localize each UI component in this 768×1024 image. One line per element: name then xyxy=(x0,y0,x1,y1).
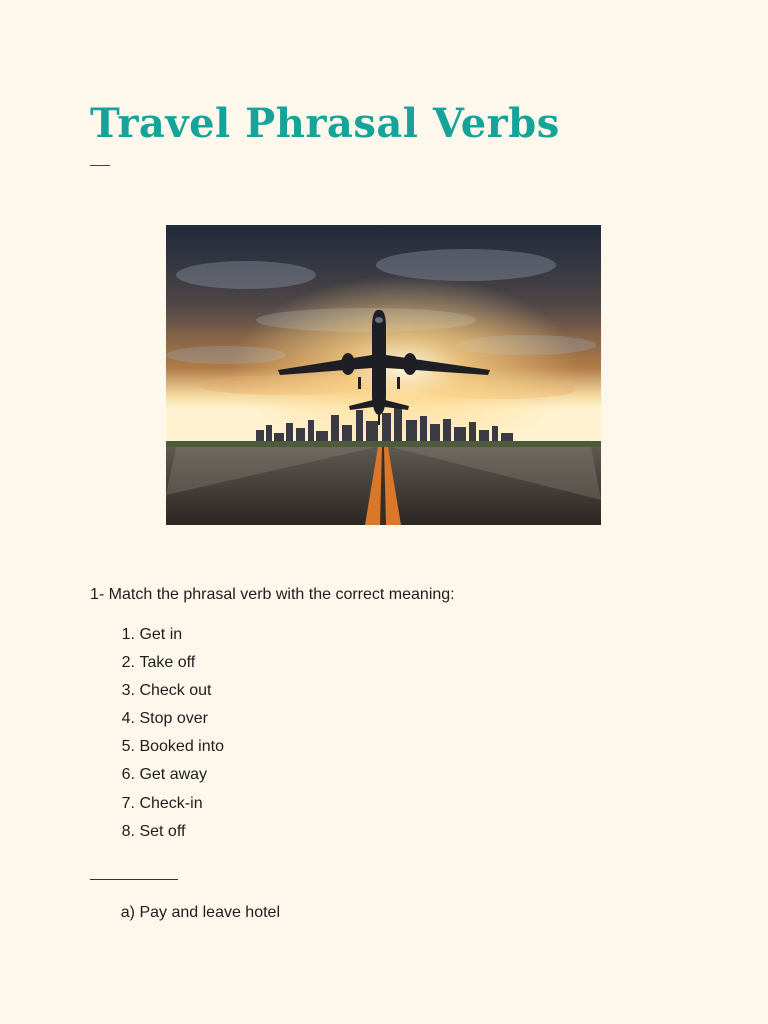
list-item-number: 1. xyxy=(121,626,135,643)
list-item-number: 4. xyxy=(121,710,135,728)
list-item-text: Set off xyxy=(139,822,186,840)
list-item-number: 6. xyxy=(121,766,135,784)
list-item-text: Pay and leave hotel xyxy=(139,904,280,921)
list-item xyxy=(90,736,224,764)
list-item xyxy=(90,708,224,736)
list-item xyxy=(90,624,224,652)
title-underline xyxy=(90,165,110,166)
list-item-text: Check out xyxy=(139,682,212,700)
list-item-text: Check-in xyxy=(139,794,203,812)
list-item xyxy=(90,793,224,821)
page-title: Travel Phrasal Verbs xyxy=(90,100,560,147)
exercise-instruction: 1- Match the phrasal verb with the correct meaning: xyxy=(90,586,455,603)
list-item-text: Get away xyxy=(139,766,208,784)
list-item-text: Stop over xyxy=(139,710,208,728)
list-item-number: 3. xyxy=(121,682,135,700)
list-item-number: 2. xyxy=(121,654,135,672)
airplane-takeoff-photo xyxy=(166,225,601,525)
meaning-list xyxy=(90,902,280,924)
list-item-number: 5. xyxy=(121,738,135,756)
list-item xyxy=(90,764,224,792)
list-item-number: 7. xyxy=(121,794,135,812)
list-item-letter: a) xyxy=(120,904,135,921)
section-divider xyxy=(90,879,178,880)
list-item xyxy=(90,821,224,849)
list-item-text: Get in xyxy=(139,626,183,643)
list-item-text: Booked into xyxy=(139,738,224,756)
list-item xyxy=(90,652,224,680)
list-item xyxy=(90,902,280,924)
list-item-text: Take off xyxy=(139,654,196,672)
list-item xyxy=(90,680,224,708)
phrasal-verb-list xyxy=(90,624,224,849)
list-item-number: 8. xyxy=(121,822,135,840)
